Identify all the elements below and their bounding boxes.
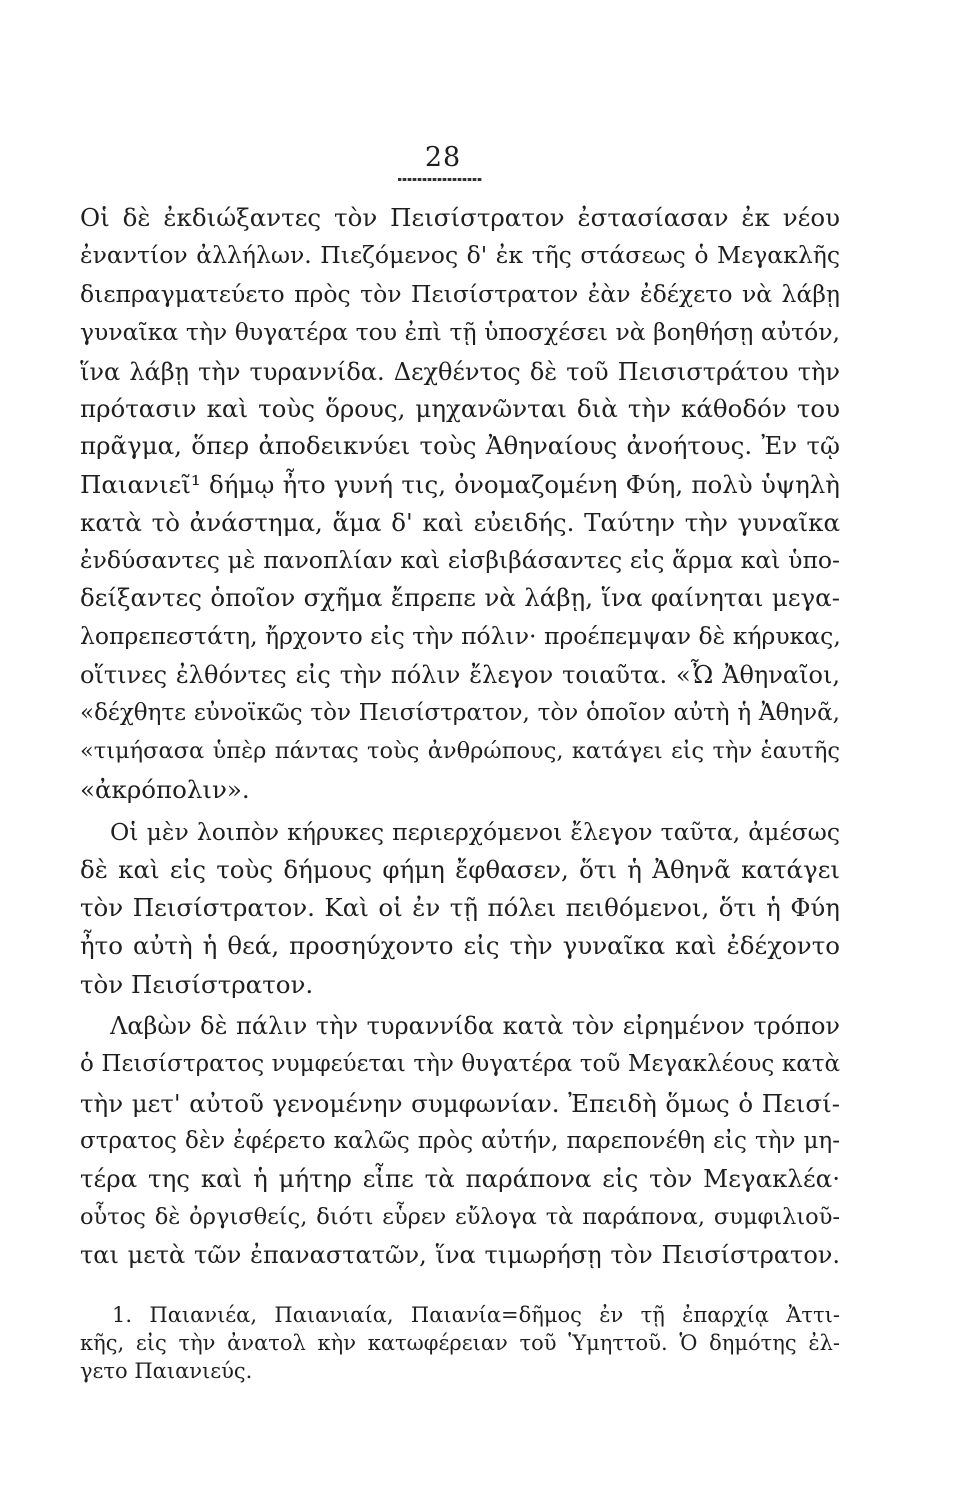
text-line: τὴν μετ' αὐτοῦ γενομένην συμφωνίαν. Ἐπειδὴ ὅμως ὁ Πεισί- (80, 1089, 840, 1118)
page-number-underline (398, 178, 482, 181)
text-line: οἵτινες ἐλθόντες εἰς τὴν πόλιν ἔλεγον τοιαῦτα. «Ὦ Ἀθηναῖοι, (80, 661, 840, 689)
text-line: δὲ καὶ εἰς τοὺς δήμους φήμη ἔφθασεν, ὅτι ἡ Ἀθηνᾶ κατάγει (80, 855, 840, 884)
text-line: στρατος δὲν ἐφέρετο καλῶς πρὸς αὐτήν, παρεπονέθη εἰς τὴν μη- (80, 1128, 840, 1154)
text-line: ὁ Πεισίστρατος νυμφεύεται τὴν θυγατέρα τοῦ Μεγακλέους κατὰ (80, 1051, 840, 1077)
text-line: οὗτος δὲ ὀργισθείς, διότι εὗρεν εὔλογα τὰ παράπονα, συμφιλιοῦ- (80, 1204, 840, 1230)
text-line: «ἀκρόπολιν». (80, 775, 250, 804)
text-line: ἐνδύσαντες μὲ πανοπλίαν καὶ εἰσβιβάσαντες εἰς ἅρμα καὶ ὑπο- (80, 546, 840, 574)
text-line: λοπρεπεστάτη, ἤρχοντο εἰς τὴν πόλιν· προέπεμψαν δὲ κήρυκας, (80, 622, 841, 650)
text-line: ἵνα λάβῃ τὴν τυραννίδα. Δεχθέντος δὲ τοῦ Πεισιστράτου τὴν (80, 358, 840, 386)
footnote-line: 1. Παιανιέα, Παιανιαία, Παιανία=δῆμος ἐν τῇ ἐπαρχίᾳ Ἀττι- (112, 1303, 840, 1327)
text-line: τὸν Πεισίστρατον. (80, 970, 314, 999)
text-line: δείξαντες ὁποῖον σχῆμα ἔπρεπε νὰ λάβῃ, ἵνα φαίνηται μεγα- (80, 583, 840, 612)
text-line: Λαβὼν δὲ πάλιν τὴν τυραννίδα κατὰ τὸν εἰρημένον τρόπον (110, 1012, 840, 1040)
text-line: «δέχθητε εὐνοϊκῶς τὸν Πεισίστρατον, τὸν ὁποῖον αὐτὴ ἡ Ἀθηνᾶ, (80, 700, 840, 726)
page-number: 28 (424, 142, 462, 173)
text-line: Οἱ δὲ ἐκδιώξαντες τὸν Πεισίστρατον ἐστασίασαν ἐκ νέου (80, 203, 840, 232)
text-line: Οἱ μὲν λοιπὸν κήρυκες περιερχόμενοι ἔλεγον ταῦτα, ἀμέσως (110, 818, 840, 846)
text-line: κατὰ τὸ ἀνάστημα, ἅμα δ' καὶ εὐειδής. Ταύτην τὴν γυναῖκα (80, 508, 840, 537)
text-line: πρότασιν καὶ τοὺς ὅρους, μηχανῶνται διὰ τὴν κάθοδόν του (80, 394, 840, 423)
footnote-line: γετο Παιανιεύς. (80, 1359, 253, 1383)
text-line: πρᾶγμα, ὅπερ ἀποδεικνύει τοὺς Ἀθηναίους ἀνοήτους. Ἐν τῷ (80, 431, 840, 460)
text-line: Παιανιεῖ¹ δήμῳ ἦτο γυνή τις, ὀνομαζομένη Φύη, πολὺ ὑψηλὴ (80, 470, 840, 499)
text-line: «τιμήσασα ὑπὲρ πάντας τοὺς ἀνθρώπους, κατάγει εἰς τὴν ἑαυτῆς (80, 738, 840, 764)
text-line: τέρα της καὶ ἡ μήτηρ εἶπε τὰ παράπονα εἰς τὸν Μεγακλέα· (80, 1164, 840, 1193)
text-line: διεπραγματεύετο πρὸς τὸν Πεισίστρατον ἐὰν ἐδέχετο νὰ λάβῃ (80, 280, 840, 308)
text-line: τὸν Πεισίστρατον. Καὶ οἱ ἐν τῇ πόλει πειθόμενοι, ὅτι ἡ Φύη (80, 893, 840, 922)
footnote-line: κῆς, εἰς τὴν ἀνατολ κὴν κατωφέρειαν τοῦ Ὑμηττοῦ. Ὁ δημότης ἐλ- (80, 1331, 840, 1355)
text-line: γυναῖκα τὴν θυγατέρα του ἐπὶ τῇ ὑποσχέσει νὰ βοηθήσῃ αὐτόν, (80, 318, 840, 346)
text-line: ται μετὰ τῶν ἐπαναστατῶν, ἵνα τιμωρήσῃ τὸν Πεισίστρατον. (80, 1241, 840, 1269)
text-line: ἦτο αὐτὴ ἡ θεά, προσηύχοντο εἰς τὴν γυναῖκα καὶ ἐδέχοντο (80, 931, 840, 960)
text-line: ἐναντίον ἀλλήλων. Πιεζόμενος δ' ἐκ τῆς στάσεως ὁ Μεγακλῆς (80, 241, 840, 269)
